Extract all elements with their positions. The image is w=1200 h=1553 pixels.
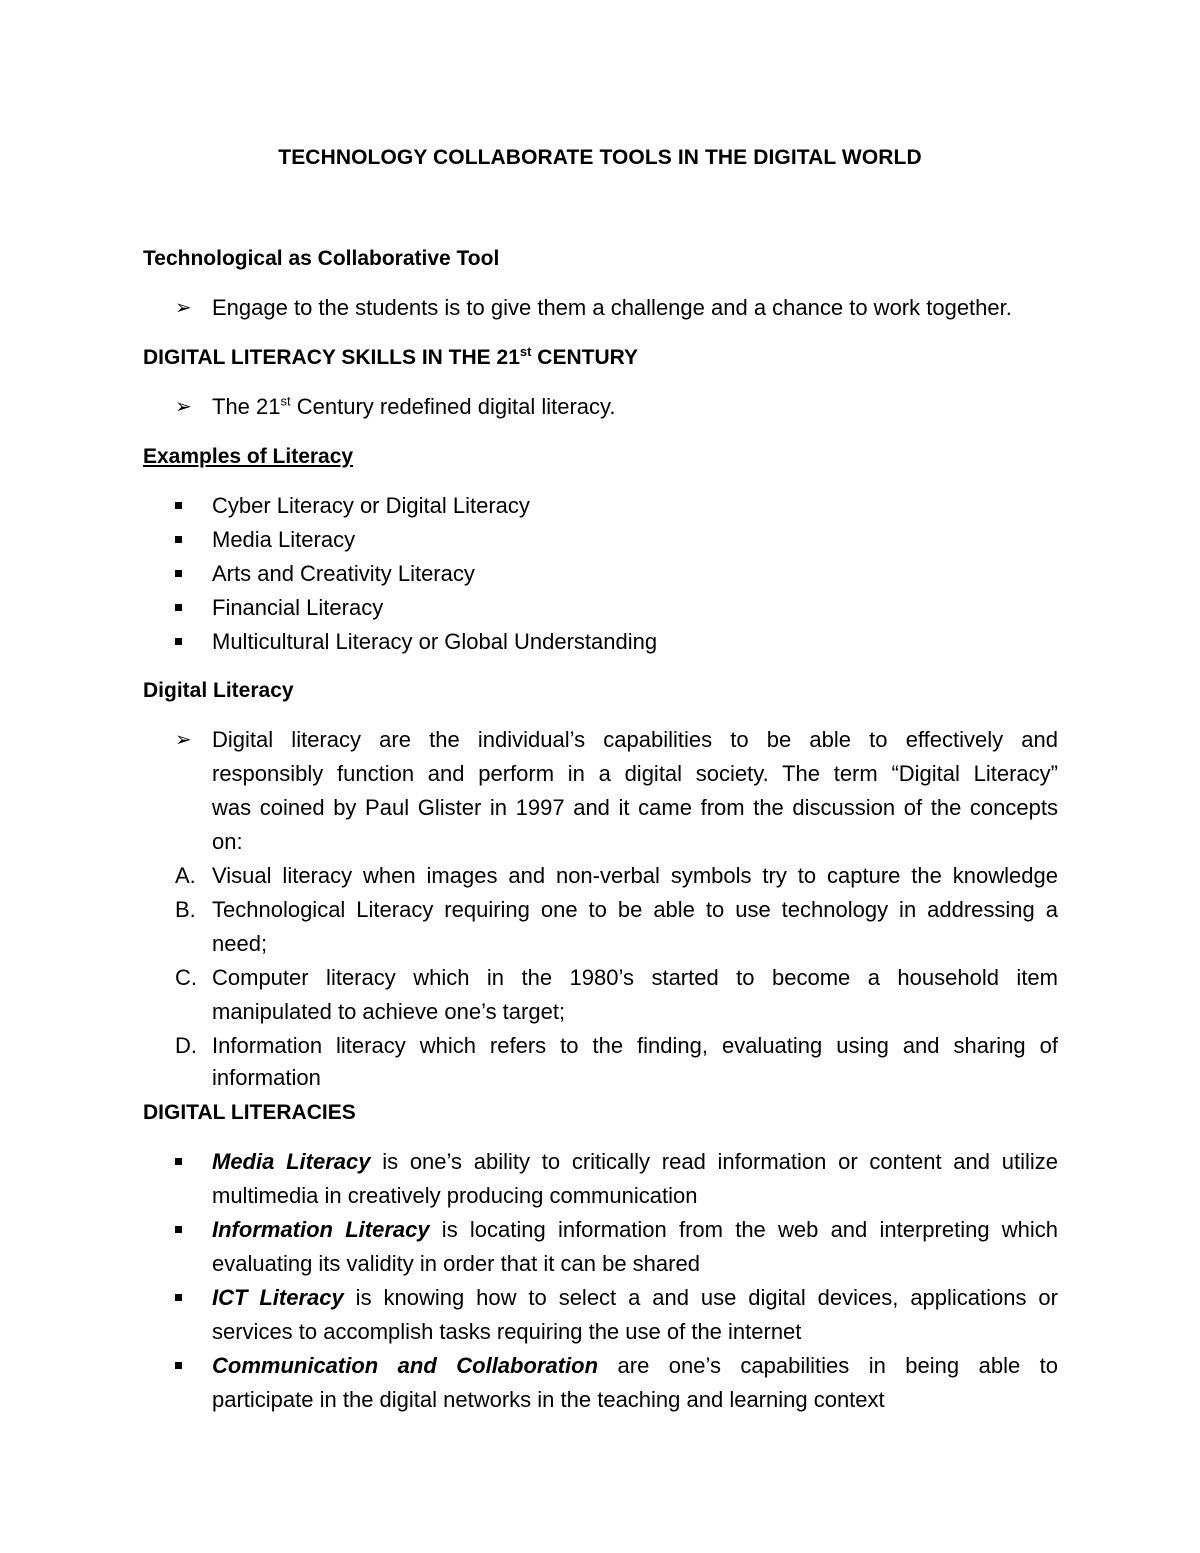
paragraph-line: was coined by Paul Glister in 1997 and it came from the discussion of the concepts bbox=[212, 795, 1058, 820]
item-line bbox=[212, 1349, 1058, 1383]
definition-text: are one’s capabilities in being able to bbox=[598, 1353, 1059, 1378]
list-item-text: Engage to the students is to give them a challenge and a chance to work together. bbox=[212, 295, 1012, 320]
square-bullet-icon bbox=[175, 1281, 182, 1315]
list-item-text: Financial Literacy bbox=[212, 595, 384, 620]
square-bullet-icon bbox=[175, 557, 182, 591]
term: ICT Literacy bbox=[212, 1285, 344, 1310]
text-part: Century redefined digital literacy. bbox=[290, 394, 616, 419]
text-part: The 21 bbox=[212, 394, 281, 419]
heading-text: DIGITAL LITERACY SKILLS IN THE 21 bbox=[143, 346, 520, 369]
definition-text: is one’s ability to critically read information or content and utilize bbox=[370, 1149, 1058, 1174]
square-bullet-icon bbox=[175, 591, 182, 625]
item-line: services to accomplish tasks requiring the use of the internet bbox=[212, 1319, 802, 1344]
heading-digital-literacy-skills bbox=[143, 341, 1058, 375]
list-item-text: Cyber Literacy or Digital Literacy bbox=[212, 493, 530, 518]
superscript: st bbox=[280, 393, 291, 409]
heading-digital-literacies: DIGITAL LITERACIES bbox=[143, 1101, 356, 1124]
item-letter: D. bbox=[175, 1033, 197, 1058]
item-line: Information literacy which refers to the finding, evaluating using and sharing of bbox=[212, 1033, 1058, 1058]
term: Communication and Collaboration bbox=[212, 1353, 599, 1378]
item-line: manipulated to achieve one’s target; bbox=[212, 999, 566, 1024]
item-letter: B. bbox=[175, 897, 196, 922]
definition-text: is locating information from the web and interpreting which bbox=[429, 1217, 1059, 1242]
square-bullet-icon bbox=[175, 489, 182, 523]
square-bullet-icon bbox=[175, 523, 182, 557]
list-item-text: Media Literacy bbox=[212, 527, 356, 552]
item-line: multimedia in creatively producing communication bbox=[212, 1183, 698, 1208]
square-bullet-icon bbox=[175, 1145, 182, 1179]
list-item-text: Multicultural Literacy or Global Understanding bbox=[212, 629, 658, 654]
item-line bbox=[212, 1145, 1058, 1179]
arrow-bullet-icon: ➢ bbox=[175, 396, 192, 418]
document-title: TECHNOLOGY COLLABORATE TOOLS IN THE DIGITAL WORLD bbox=[278, 146, 922, 169]
square-bullet-icon bbox=[175, 625, 182, 659]
heading-collaborative-tool: Technological as Collaborative Tool bbox=[143, 247, 500, 270]
list-item-text: Arts and Creativity Literacy bbox=[212, 561, 475, 586]
paragraph-line: Digital literacy are the individual’s capabilities to be able to effectively and bbox=[212, 727, 1058, 752]
item-line: Technological Literacy requiring one to be able to use technology in addressing a bbox=[212, 897, 1058, 922]
paragraph-line: on: bbox=[212, 829, 243, 854]
heading-text: CENTURY bbox=[531, 346, 638, 369]
item-line: participate in the digital networks in the teaching and learning context bbox=[212, 1387, 885, 1412]
item-letter: A. bbox=[175, 863, 196, 888]
item-line: information bbox=[212, 1065, 321, 1090]
term: Information Literacy bbox=[212, 1217, 430, 1242]
item-line: Computer literacy which in the 1980’s started to become a household item bbox=[212, 965, 1058, 990]
item-line bbox=[212, 1213, 1058, 1247]
arrow-bullet-icon: ➢ bbox=[175, 297, 192, 319]
item-line: evaluating its validity in order that it can be shared bbox=[212, 1251, 700, 1276]
paragraph-line: responsibly function and perform in a digital society. The term “Digital Literacy” bbox=[212, 761, 1058, 786]
square-bullet-icon bbox=[175, 1349, 182, 1383]
list-item-text bbox=[212, 390, 1058, 424]
square-bullet-icon bbox=[175, 1213, 182, 1247]
heading-examples-of-literacy: Examples of Literacy bbox=[143, 445, 354, 468]
definition-text: is knowing how to select a and use digital devices, applications or bbox=[343, 1285, 1058, 1310]
arrow-bullet-icon: ➢ bbox=[175, 729, 192, 751]
item-line: Visual literacy when images and non-verbal symbols try to capture the knowledge bbox=[212, 863, 1058, 888]
heading-digital-literacy: Digital Literacy bbox=[143, 679, 294, 702]
item-line bbox=[212, 1281, 1058, 1315]
term: Media Literacy bbox=[212, 1149, 371, 1174]
item-line: need; bbox=[212, 931, 268, 956]
item-letter: C. bbox=[175, 965, 197, 990]
superscript: st bbox=[519, 344, 532, 359]
